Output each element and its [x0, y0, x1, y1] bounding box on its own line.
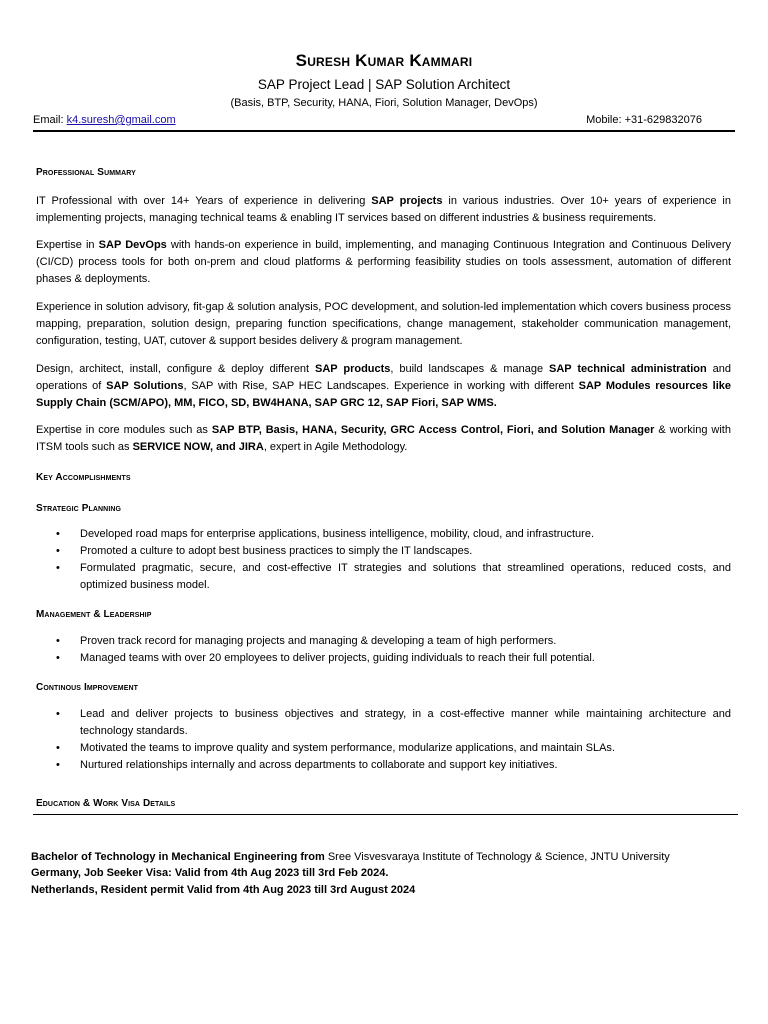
summary-paragraph-3: Experience in solution advisory, fit-gap & solution analysis, POC development, and solution-led implementation which covers business process mapping, preparation, solution design, preparing function specifications, change management, stakeholder communication management, configuration, testing, UAT, cutover & support besides delivery & program management.: [36, 301, 731, 347]
contact-bar: [33, 114, 735, 132]
list-item: • Motivated the teams to improve quality and system performance, modularize applications, and maintain SLAs.: [36, 740, 731, 757]
email-link[interactable]: k4.suresh@gmail.com: [66, 114, 176, 126]
subheading-strategic-planning: Strategic Planning: [36, 503, 122, 514]
summary-paragraph-1: IT Professional with over 14+ Years of experience in delivering SAP projects in various industries. Over 10+ years of experience in implementing projects, managing technical teams & enabling IT services based on different industries & business requirements.: [36, 195, 731, 224]
mobile-number: Mobile: +31-629832076: [586, 114, 702, 126]
visa-germany: Germany, Job Seeker Visa: Valid from 4th Aug 2023 till 3rd Feb 2024.: [31, 867, 389, 879]
summary-paragraph-5: Expertise in core modules such as SAP BTP, Basis, HANA, Security, GRC Access Control, Fiori, and Solution Manager & working with ITSM tools such as SERVICE NOW, and JIRA, expert in Agile Methodology.: [36, 424, 731, 453]
continuous-improvement-list: [36, 706, 731, 774]
list-item: • Proven track record for managing projects and managing & developing a team of high performers.: [36, 633, 731, 650]
list-item: • Nurtured relationships internally and across departments to collaborate and support key initiatives.: [36, 757, 731, 774]
list-item: • Promoted a culture to adopt best business practices to simply the IT landscapes.: [36, 543, 731, 560]
candidate-title: SAP Project Lead | SAP Solution Architect: [257, 77, 511, 92]
education-degree: Bachelor of Technology in Mechanical Engineering from Sree Visvesvaraya Institute of Technology & Science, JNTU University: [31, 851, 670, 863]
list-item: • Formulated pragmatic, secure, and cost-effective IT strategies and solutions that streamlined operations, reduced costs, and optimized business model.: [36, 560, 731, 594]
strategic-planning-list: [36, 526, 731, 594]
email-label: Email:: [33, 114, 67, 126]
subheading-continuous-improvement: Continous Improvement: [36, 682, 138, 693]
candidate-skills-subtitle: (Basis, BTP, Security, HANA, Fiori, Solution Manager, DevOps): [230, 97, 538, 109]
section-heading-summary: Professional Summary: [36, 167, 136, 178]
summary-paragraph-4: Design, architect, install, configure & deploy different SAP products, build landscapes & manage SAP technical administration and operations of SAP Solutions, SAP with Rise, SAP HEC Landscapes. Experience in working with different SAP Modules resources like Supply Chain (SCM/APO), MM, FICO, SD, BW4HANA, SAP GRC 12, SAP Fiori, SAP WMS.: [36, 363, 731, 409]
section-heading-education: Education & Work Visa Details: [36, 798, 176, 809]
subheading-management-leadership: Management & Leadership: [36, 609, 152, 620]
list-item: • Developed road maps for enterprise applications, business intelligence, mobility, cloud, and infrastructure.: [36, 526, 731, 543]
list-item: • Lead and deliver projects to business objectives and strategy, in a cost-effective manner while maintaining architecture and technology standards.: [36, 706, 731, 740]
email-line: [33, 114, 176, 126]
management-leadership-list: [36, 633, 731, 667]
visa-netherlands: Netherlands, Resident permit Valid from 4th Aug 2023 till 3rd August 2024: [31, 884, 416, 896]
candidate-name: Suresh Kumar Kammari: [295, 51, 473, 70]
list-item: • Managed teams with over 20 employees to deliver projects, guiding individuals to reach their full potential.: [36, 650, 731, 667]
section-heading-accomplishments: Key Accomplishments: [36, 472, 131, 483]
summary-paragraph-2: Expertise in SAP DevOps with hands-on experience in build, implementing, and managing Continuous Integration and Continuous Delivery (CI/CD) process tools for both on-prem and cloud platforms & performing feasibility studies on tools assessment, automation of different phases & deployments.: [36, 239, 731, 285]
section-divider: [33, 814, 738, 815]
